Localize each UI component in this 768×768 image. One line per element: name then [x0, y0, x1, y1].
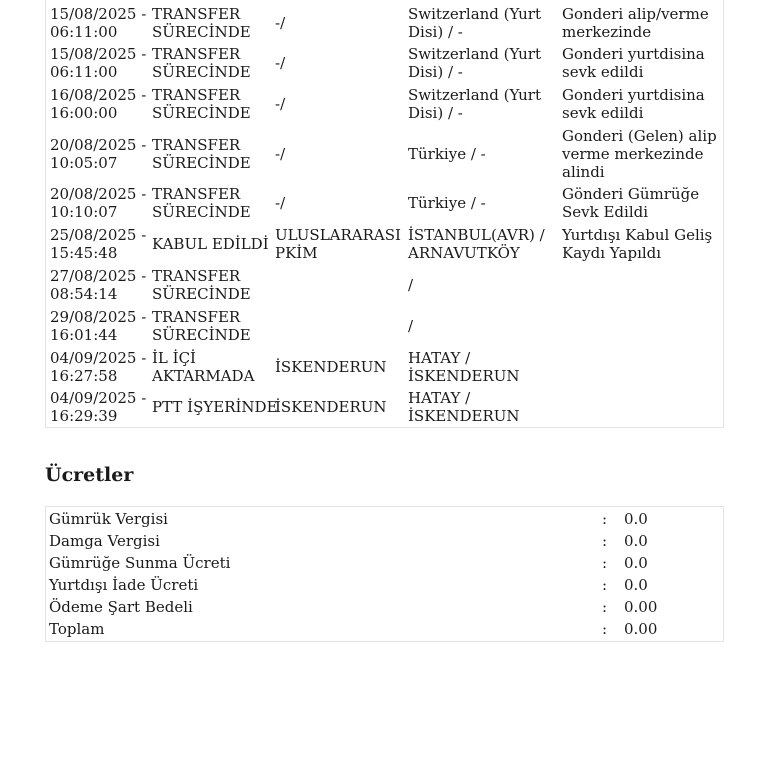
fee-value: 0.0: [624, 532, 648, 550]
fee-row-gumruk-vergisi: [46, 508, 723, 530]
fees-table: [45, 506, 724, 642]
fee-separator: :: [602, 620, 608, 638]
status-cell: TRANSFER SÜRECİNDE: [152, 267, 251, 303]
unit-cell: -/: [275, 95, 286, 113]
location-cell: HATAY / İSKENDERUN: [408, 389, 520, 425]
description-cell: Gonderi yurtdisina sevk edildi: [562, 45, 705, 81]
table-row: [46, 308, 723, 344]
status-cell: TRANSFER SÜRECİNDE: [152, 86, 251, 122]
table-row: [46, 389, 723, 425]
description-cell: Gonderi alip/verme merkezinde: [562, 5, 709, 41]
unit-cell: İSKENDERUN: [275, 398, 387, 416]
date-cell: 16/08/2025 - 16:00:00: [50, 86, 147, 122]
status-cell: PTT İŞYERİNDE: [152, 398, 278, 416]
table-row: [46, 86, 723, 122]
date-cell: 29/08/2025 - 16:01:44: [50, 308, 147, 344]
date-cell: 27/08/2025 - 08:54:14: [50, 267, 147, 303]
location-cell: Switzerland (Yurt Disi) / -: [408, 45, 541, 81]
location-cell: Switzerland (Yurt Disi) / -: [408, 86, 541, 122]
fee-label: Yurtdışı İade Ücreti: [49, 576, 199, 594]
table-row: [46, 127, 723, 181]
fee-label: Ödeme Şart Bedeli: [49, 598, 193, 616]
status-cell: İL İÇİ AKTARMADA: [152, 349, 255, 385]
tracking-table: [45, 0, 724, 428]
date-cell: 04/09/2025 - 16:27:58: [50, 349, 147, 385]
fee-value: 0.00: [624, 620, 658, 638]
description-cell: Gönderi Gümrüğe Sevk Edildi: [562, 185, 700, 221]
unit-cell: ULUSLARARASI PKİM: [275, 226, 401, 262]
unit-cell: -/: [275, 14, 286, 32]
fee-separator: :: [602, 576, 608, 594]
fee-separator: :: [602, 532, 608, 550]
location-cell: /: [408, 317, 414, 335]
unit-cell: -/: [275, 54, 286, 72]
date-cell: 20/08/2025 - 10:05:07: [50, 136, 147, 172]
fees-section-title: Ücretler: [45, 464, 134, 486]
unit-cell: -/: [275, 145, 286, 163]
fee-separator: :: [602, 554, 608, 572]
table-row: [46, 267, 723, 303]
location-cell: /: [408, 276, 414, 294]
fee-label: Gümrük Vergisi: [49, 510, 168, 528]
status-cell: TRANSFER SÜRECİNDE: [152, 5, 251, 41]
location-cell: Switzerland (Yurt Disi) / -: [408, 5, 541, 41]
fee-value: 0.0: [624, 576, 648, 594]
table-row: [46, 349, 723, 385]
fee-value: 0.0: [624, 510, 648, 528]
unit-cell: -/: [275, 194, 286, 212]
table-row: [46, 226, 723, 262]
date-cell: 25/08/2025 - 15:45:48: [50, 226, 147, 262]
fee-value: 0.0: [624, 554, 648, 572]
fee-value: 0.00: [624, 598, 658, 616]
date-cell: 04/09/2025 - 16:29:39: [50, 389, 147, 425]
fee-label: Damga Vergisi: [49, 532, 160, 550]
status-cell: KABUL EDİLDİ: [152, 235, 269, 253]
status-cell: TRANSFER SÜRECİNDE: [152, 136, 251, 172]
fee-label: Gümrüğe Sunma Ücreti: [49, 554, 231, 572]
location-cell: Türkiye / -: [408, 194, 486, 212]
location-cell: Türkiye / -: [408, 145, 486, 163]
fee-row-odeme-sart: [46, 596, 723, 618]
date-cell: 15/08/2025 - 06:11:00: [50, 5, 147, 41]
status-cell: TRANSFER SÜRECİNDE: [152, 45, 251, 81]
fee-separator: :: [602, 598, 608, 616]
date-cell: 15/08/2025 - 06:11:00: [50, 45, 147, 81]
table-row: [46, 185, 723, 221]
fee-row-damga-vergisi: [46, 530, 723, 552]
description-cell: Gonderi yurtdisina sevk edildi: [562, 86, 705, 122]
date-cell: 20/08/2025 - 10:10:07: [50, 185, 147, 221]
status-cell: TRANSFER SÜRECİNDE: [152, 185, 251, 221]
location-cell: HATAY / İSKENDERUN: [408, 349, 520, 385]
status-cell: TRANSFER SÜRECİNDE: [152, 308, 251, 344]
table-row: [46, 45, 723, 81]
unit-cell: İSKENDERUN: [275, 358, 387, 376]
table-row: [46, 5, 723, 41]
fee-row-yurtdisi-iade: [46, 574, 723, 596]
fee-label: Toplam: [49, 620, 105, 638]
description-cell: Yurtdışı Kabul Geliş Kaydı Yapıldı: [562, 226, 713, 262]
fee-row-toplam: [46, 618, 723, 640]
location-cell: İSTANBUL(AVR) / ARNAVUTKÖY: [408, 226, 545, 262]
description-cell: Gonderi (Gelen) alip verme merkezinde alindi: [562, 127, 717, 181]
fee-separator: :: [602, 510, 608, 528]
fee-row-gumruge-sunma: [46, 552, 723, 574]
